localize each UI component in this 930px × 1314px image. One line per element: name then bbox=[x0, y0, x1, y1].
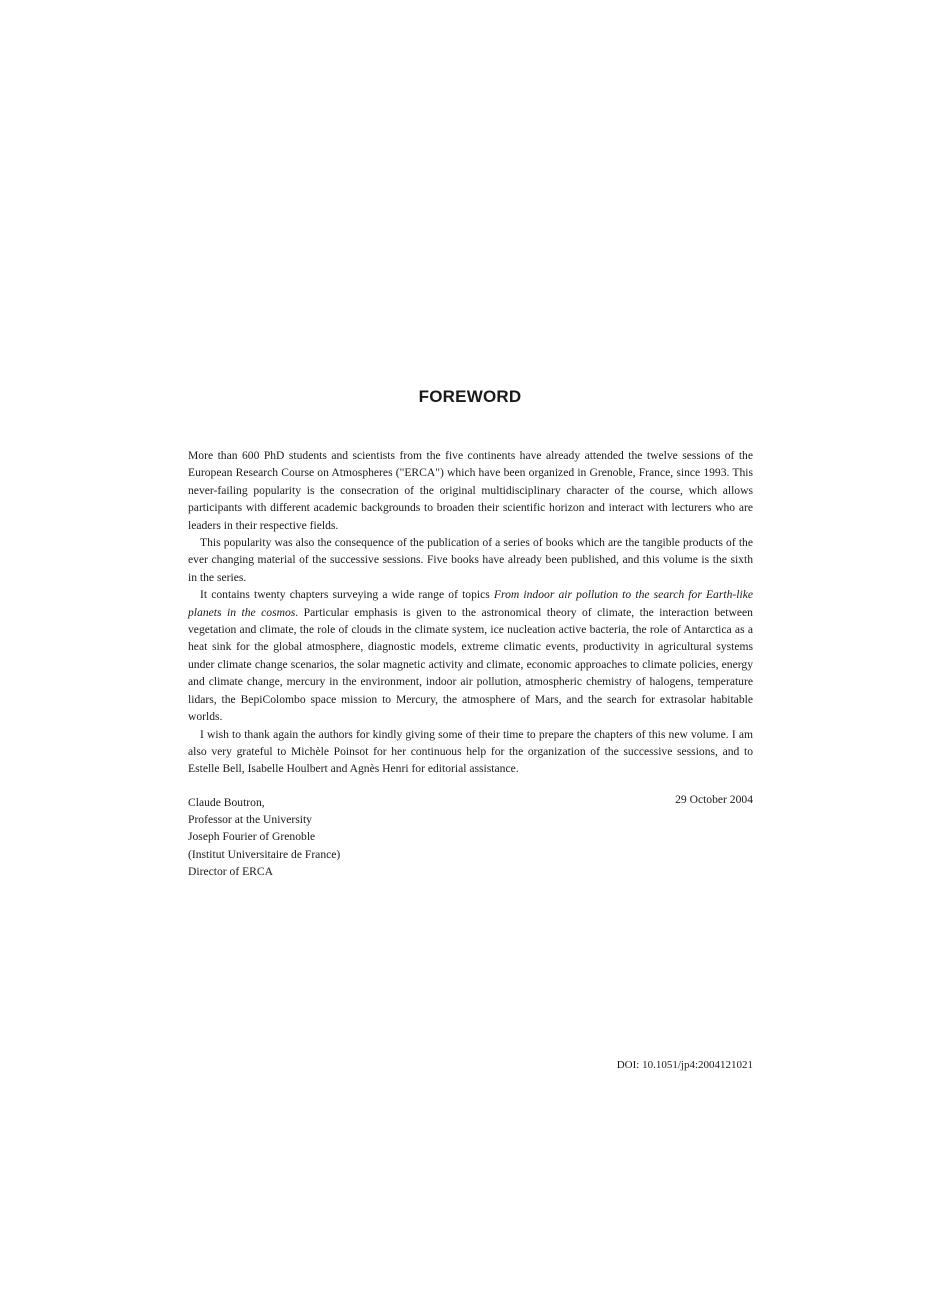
paragraph-2: This popularity was also the consequence of the publication of a series of books which are the tangible products of the ever changing material of the successive sessions. Five books have already been published, and this volume is the sixth in the series. bbox=[188, 536, 753, 584]
signature-date: 29 October 2004 bbox=[675, 793, 753, 806]
paragraph-1: More than 600 PhD students and scientists from the five continents have already attended the twelve sessions of the European Research Course on Atmospheres ("ERCA") which have been organized in Grenoble, France, since 1993. This never-failing popularity is the consecration of the original multidisciplinary character of the course, which allows participants with different academic backgrounds to broaden their scientific horizon and interact with lecturers who are leaders in their respective fields. bbox=[188, 449, 753, 532]
paragraph-3-start: It contains twenty chapters surveying a wide range of topics bbox=[200, 588, 494, 602]
page-title: FOREWORD bbox=[418, 387, 522, 406]
paragraph-4: I wish to thank again the authors for kindly giving some of their time to prepare the chapters of this new volume. I am also very grateful to Michèle Poinsot for her continuous help for the organization of the successive sessions, and to Estelle Bell, Isabelle Houlbert and Agnès Henri for editorial assistance. bbox=[188, 727, 753, 776]
signature-name: Claude Boutron, bbox=[188, 796, 265, 809]
doi-footer: DOI: 10.1051/jp4:2004121021 bbox=[616, 1059, 753, 1071]
signature-line-2: Professor at the University bbox=[188, 813, 312, 827]
paragraph-3-end: . Particular emphasis is given to the astronomical theory of climate, the interaction between vegetation and climate, the role of clouds in the climate system, ice nucleation active bacteria, the role of Antarctica as a heat sink for the global atmosphere, diagnostic models, extreme climatic events, productivity in agricultural systems under climate change scenarios, the solar magnetic activity and climate, economic approaches to climate policies, energy and climate change, mercury in the environment, indoor air pollution, atmospheric chemistry of halogens, temperature lidars, the BepiColombo space mission to Mercury, the atmosphere of Mars, and the search for extrasolar habitable worlds. bbox=[188, 605, 753, 724]
signature-line-3: Joseph Fourier of Grenoble bbox=[188, 830, 316, 844]
paragraph-3-italic: From indoor air pollution to the search for Earth-like planets in the cosmos bbox=[188, 588, 753, 619]
paragraph-3 bbox=[188, 586, 753, 725]
signature-line-5: Director of ERCA bbox=[188, 864, 274, 878]
foreword-body bbox=[188, 447, 753, 778]
signature-line-4: (Institut Universitaire de France) bbox=[188, 847, 341, 861]
signature-block bbox=[188, 794, 340, 880]
